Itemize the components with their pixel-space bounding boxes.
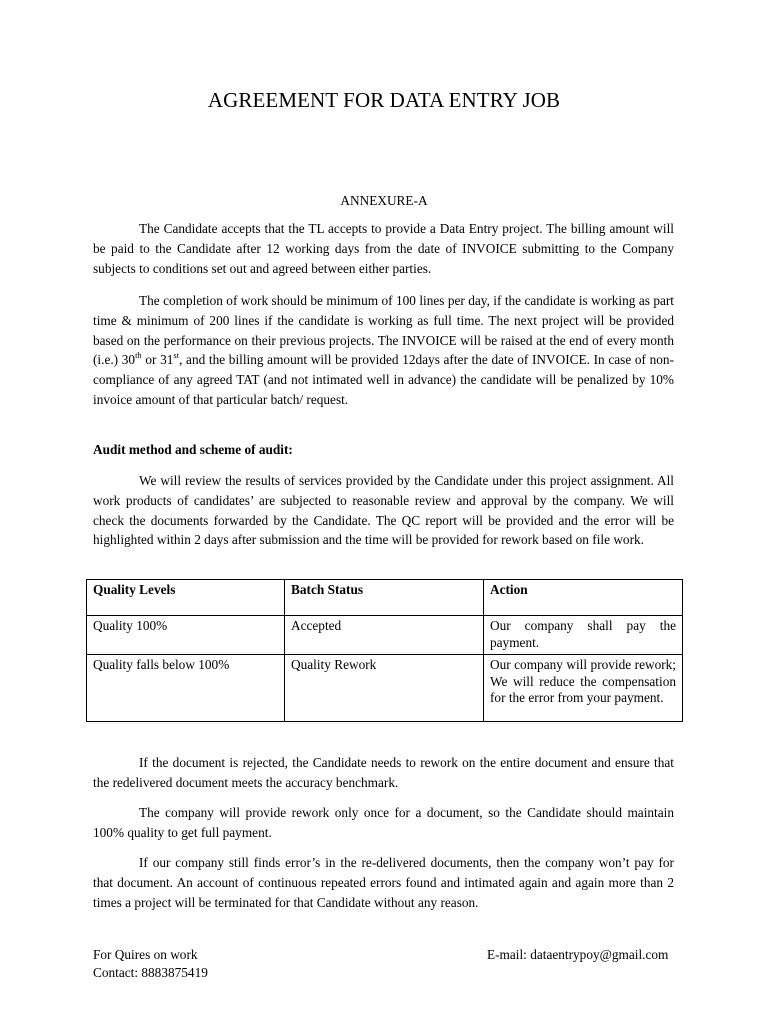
table-row bbox=[87, 655, 683, 722]
audit-heading: Audit method and scheme of audit: bbox=[93, 442, 293, 457]
document-title: AGREEMENT FOR DATA ENTRY JOB bbox=[207, 88, 561, 112]
quality-table bbox=[86, 579, 683, 722]
table-header-cell: Batch Status bbox=[285, 580, 484, 616]
footer-email: E-mail: dataentrypoy@gmail.com bbox=[487, 947, 669, 962]
table-cell: Quality Rework bbox=[285, 655, 484, 722]
paragraph-rework-once: The company will provide rework only once for a document, so the Candidate should maintain 100% quality to get full payment. bbox=[93, 805, 674, 840]
table-header-cell: Quality Levels bbox=[87, 580, 285, 616]
superscript-th: th bbox=[135, 350, 142, 361]
paragraph-billing: The Candidate accepts that the TL accepts to provide a Data Entry project. The billing amount will be paid to the Candidate after 12 working days from the date of INVOICE submitting to the Company subjects to conditions set out and agreed between either parties. bbox=[93, 221, 674, 276]
paragraph-completion-text-1: The completion of work should be minimum of 100 lines per day, if the candidate is working as part time & minimum of 200 lines if the candidate is working as full time. The next project will be provided based on the performance on their previous projects. The INVOICE will be raised at the end of every month (i.e.) 30 bbox=[93, 293, 674, 368]
footer-contact-number: Contact: 8883875419 bbox=[93, 965, 208, 980]
annexure-label: ANNEXURE-A bbox=[340, 193, 428, 208]
table-cell: Accepted bbox=[285, 616, 484, 655]
table-cell: Our company shall pay the payment. bbox=[484, 616, 683, 655]
footer-queries-label: For Quires on work bbox=[93, 947, 198, 962]
paragraph-rejected: If the document is rejected, the Candidate needs to rework on the entire document and ensure that the redelivered document meets the accuracy benchmark. bbox=[93, 755, 674, 790]
table-header-row bbox=[87, 580, 683, 616]
paragraph-errors: If our company still finds error’s in the re-delivered documents, then the company won’t pay for that document. An account of continuous repeated errors found and intimated again and again more than 2 times a project will be terminated for that Candidate without any reason. bbox=[93, 855, 674, 910]
table-cell: Quality falls below 100% bbox=[87, 655, 285, 722]
superscript-st: st bbox=[173, 350, 180, 361]
footer-contact bbox=[93, 946, 208, 982]
paragraph-audit: We will review the results of services provided by the Candidate under this project assignment. All work products of candidates’ are subjected to reasonable review and approval by the company. We will check the documents forwarded by the Candidate. The QC report will be provided and the error will be highlighted within 2 days after submission and the time will be provided for rework based on file work. bbox=[93, 473, 674, 548]
table-cell: Quality 100% bbox=[87, 616, 285, 655]
table-row bbox=[87, 616, 683, 655]
table-header-cell: Action bbox=[484, 580, 683, 616]
paragraph-completion-text-2: or 31 bbox=[141, 352, 174, 368]
table-cell: Our company will provide rework; We will reduce the compensation for the error from your payment. bbox=[484, 655, 683, 722]
paragraph-completion bbox=[93, 291, 674, 410]
paragraph-completion-text-3: , and the billing amount will be provided 12days after the date of INVOICE. In case of non-compliance of any agreed TAT (and not intimated well in advance) the candidate will be penalized by 10% invoice amount of that particular batch/ request. bbox=[93, 352, 674, 407]
